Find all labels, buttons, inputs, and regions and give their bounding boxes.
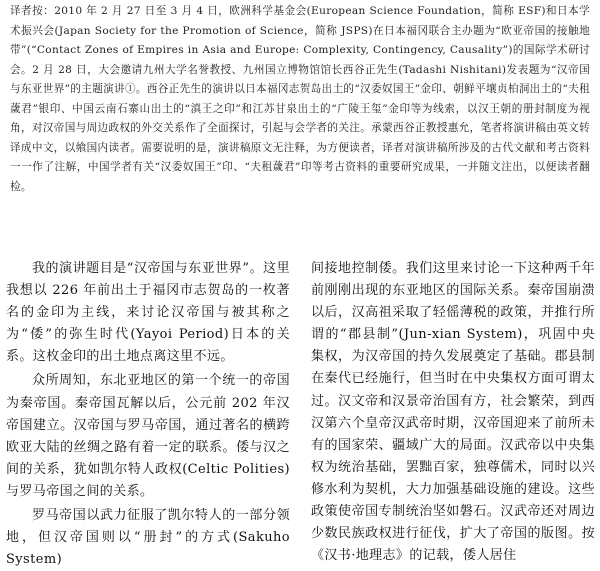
left-paragraph-2: 众所周知，东北亚地区的第一个统一的帝国为秦帝国。秦帝国瓦解以后，公元前 202 年汉帝国建立。汉帝国与罗马帝国，通过著名的横跨欧亚大陆的丝绸之路有着一定的联系。倭与汉之间的关系，犹如凯尔特人政权(Celtic Polities)与罗马帝国之间的关系。 (6, 373, 290, 499)
right-paragraph-1: 间接地控制倭。我们这里来讨论一下这种两千年前刚刚出现的东亚地区的国际关系。秦帝国崩溃以后，汉高祖采取了轻傜薄税的政策，并推行所谓的“郡县制”(Jun-xian System)，巩固中央集权，为汉帝国的持久发展奠定了基础。郡县制在秦代已经施行，但当时在中央集权方面可谓太过。汉文帝和汉景帝治国有方，社会繁荣，到西汉第六个皇帝汉武帝时期，汉帝国迎来了前所未有的国家荣、疆域广大的局面。汉武帝以中央集权为统治基础，罢黜百家，独尊儒术，同时以兴修水利为契机，大力加强基础设施的建设。这些政策使帝国专制统治坚如磐石。汉武帝还对周边少数民族政权进行征伐，扩大了帝国的版图。按《汉书·地理志》的记载，倭人居住 (311, 261, 595, 564)
section-divider (0, 222, 600, 223)
translator-note-text: 译者按：2010 年 2 月 27 日至 3 月 4 日，欧洲科学基金会(European Science Foundation，简称 ESF)和日本学术振兴会(Japan Society for the Promotion of Science，简称 JSPS)在日本福冈联合主办题为“欧亚帝国的接触地带”(“Contact Zones of Empires in Asia and Europe: Complexity, Contingency, Causality”)的国际学术研讨会。2 月 28 日，大会邀请九州大学名誉教授、九州国立博物馆馆长西谷正先生(Tadashi Nishitani)发表题为“汉帝国与东亚世界”的主题演讲①。西谷正先生的演讲以日本福冈志贺岛出土的“汉委奴国王”金印、朝鲜平壤贞柏洞出土的“夫租薉君”银印、中国云南石寨山出土的“滇王之印”和江苏甘泉出土的“广陵王玺”金印等为线索，以汉王朝的册封制度为视角，对汉帝国与周边政权的外交关系作了全面探讨，引起与会学者的关注。承蒙西谷正教授惠允，笔者将演讲稿由英文转译成中文，以飨国内读者。需要说明的是，演讲稿原文无注释，为方便读者，译者对演讲稿所涉及的古代文献和考古资料一一作了注解，中国学者有关“汉委奴国王”印、“夫租薉君”印等考古资料的重要研究成果，一并随文注出，以便读者翻检。 (10, 5, 590, 193)
left-column (6, 258, 290, 571)
translator-note (10, 2, 590, 197)
left-paragraph-3: 罗马帝国以武力征服了凯尔特人的一部分领地，但汉帝国则以“册封”的方式(Sakuho System) (6, 508, 290, 568)
left-paragraph-1: 我的演讲题目是“汉帝国与东亚世界”。这里我想以 226 年前出土于福冈市志贺岛的一枚著名的金印为主线，来讨论汉帝国与被其称之为“倭”的弥生时代(Yayoi Period)日本的关系。这枚金印的出土地点离这里不远。 (6, 261, 290, 365)
right-column (311, 258, 595, 567)
